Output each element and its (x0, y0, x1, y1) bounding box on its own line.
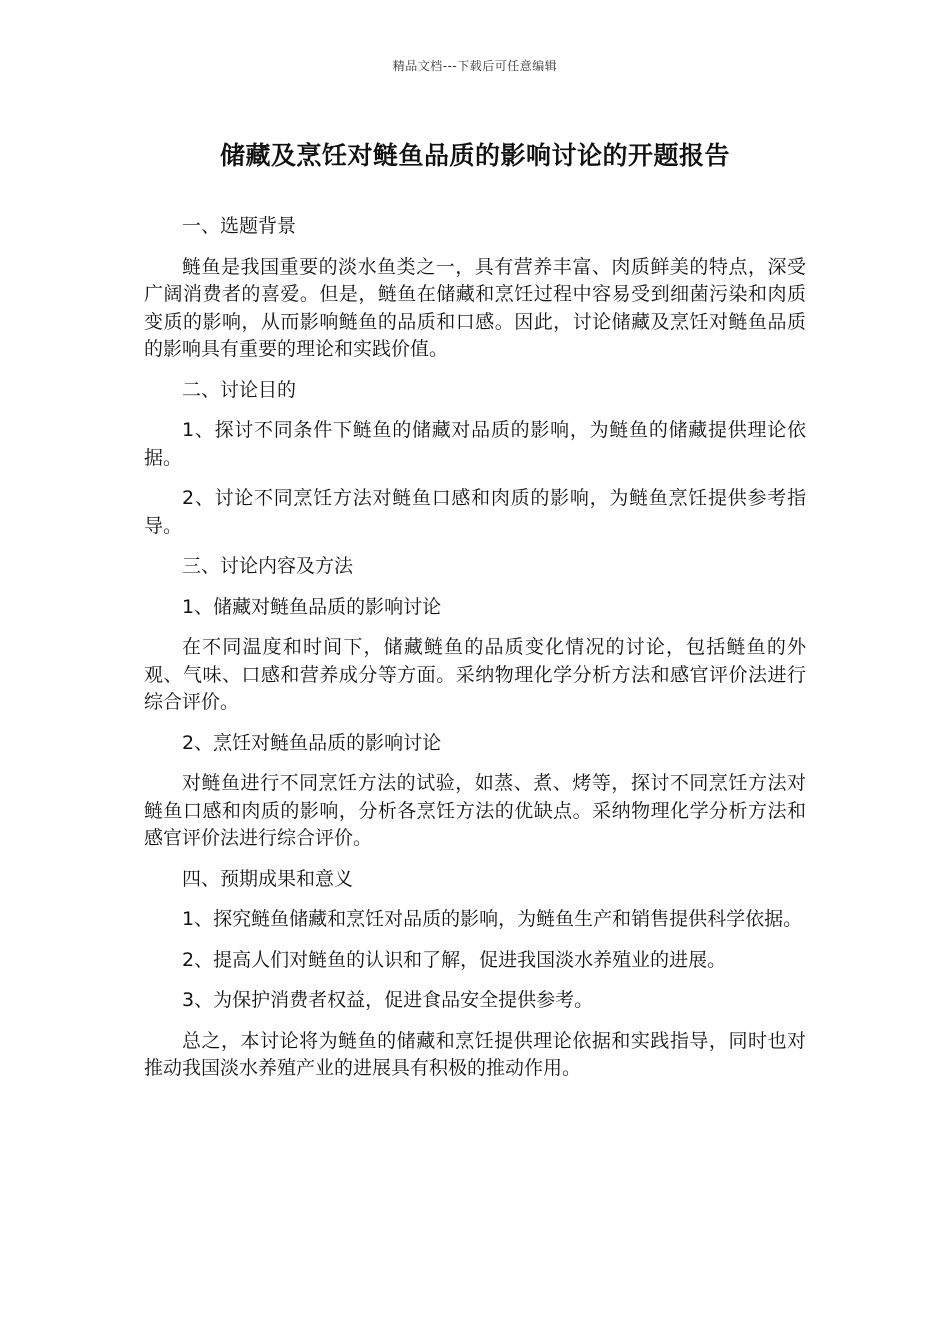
section-heading-outcomes: 四、预期成果和意义 (182, 867, 354, 890)
section-heading-content-methods: 三、讨论内容及方法 (182, 555, 354, 577)
document-body (144, 213, 806, 1096)
subheading-cooking: 2、烹饪对鲢鱼品质的影响讨论 (182, 731, 442, 754)
paragraph-conclusion: 总之，本讨论将为鲢鱼的储藏和烹饪提供理论依据和实践指导，同时也对推动我国淡水养殖产业的进展具有积极的推动作用。 (144, 1029, 806, 1079)
paragraph-cooking: 对鲢鱼进行不同烹饪方法的试验，如蒸、煮、烤等，探讨不同烹饪方法对鲢鱼口感和肉质的影响，分析各烹饪方法的优缺点。采纳物理化学分析方法和感官评价法进行综合评价。 (144, 772, 806, 849)
section-heading-purpose: 二、讨论目的 (182, 378, 297, 401)
outcome-item-2: 2、提高人们对鲢鱼的认识和了解，促进我国淡水养殖业的进展。 (182, 948, 727, 971)
document-title: 储藏及烹饪对鲢鱼品质的影响讨论的开题报告 (219, 141, 730, 170)
outcome-item-1: 1、探究鲢鱼储藏和烹饪对品质的影响，为鲢鱼生产和销售提供科学依据。 (182, 908, 803, 930)
paragraph-background: 鲢鱼是我国重要的淡水鱼类之一，具有营养丰富、肉质鲜美的特点，深受广阔消费者的喜爱。但是，鲢鱼在储藏和烹饪过程中容易受到细菌污染和肉质变质的影响，从而影响鲢鱼的品质和口感。因此，讨论储藏及烹饪对鲢鱼品质的影响具有重要的理论和实践价值。 (144, 255, 806, 360)
purpose-item-2: 2、讨论不同烹饪方法对鲢鱼口感和肉质的影响，为鲢鱼烹饪提供参考指导。 (144, 487, 806, 537)
outcome-item-3: 3、为保护消费者权益，促进食品安全提供参考。 (182, 989, 594, 1011)
page-header-note: 精品文档---下载后可任意编辑 (392, 59, 558, 73)
section-heading-background: 一、选题背景 (182, 215, 297, 237)
purpose-item-1: 1、探讨不同条件下鲢鱼的储藏对品质的影响，为鲢鱼的储藏提供理论依据。 (144, 419, 806, 469)
paragraph-storage: 在不同温度和时间下，储藏鲢鱼的品质变化情况的讨论，包括鲢鱼的外观、气味、口感和营养成分等方面。采纳物理化学分析方法和感官评价法进行综合评价。 (144, 636, 806, 713)
subheading-storage: 1、储藏对鲢鱼品质的影响讨论 (182, 595, 442, 618)
